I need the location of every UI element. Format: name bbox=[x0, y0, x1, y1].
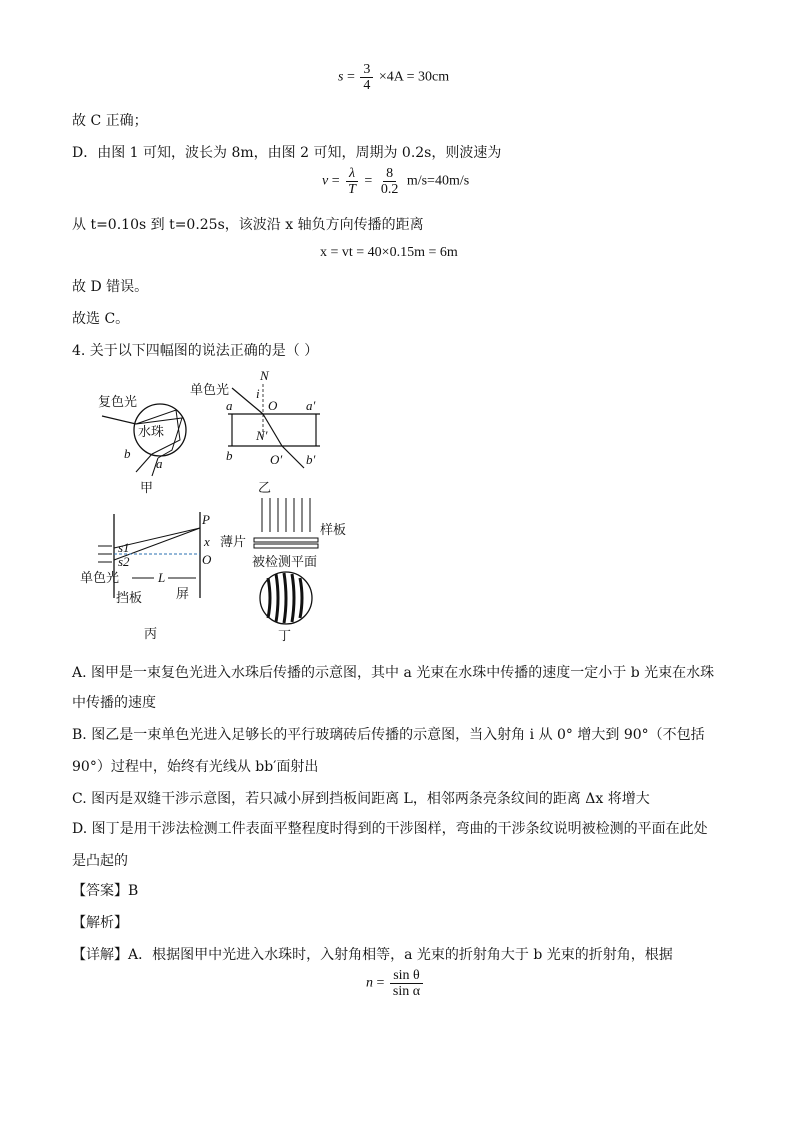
yi-Oprime-label: O′ bbox=[270, 452, 283, 467]
eq-n-lhs: n bbox=[366, 975, 373, 991]
jia-a-label: a bbox=[156, 456, 163, 471]
bing-ray-1 bbox=[114, 528, 200, 548]
jia-b-label: b bbox=[124, 446, 131, 461]
yi-a2-label: a′ bbox=[306, 398, 316, 413]
equation-v bbox=[322, 166, 469, 197]
bing-s2: s2 bbox=[118, 554, 130, 569]
figures bbox=[72, 368, 372, 648]
option-c: C. 图丙是双缝干涉示意图，若只减小屏到挡板间距离 L，相邻两条亮条纹间的距离 Δx 将增大 bbox=[72, 791, 650, 807]
bing-s1: s1 bbox=[118, 540, 130, 555]
yi-b-label: b bbox=[226, 448, 233, 463]
line-d-intro: D．由图 1 可知，波长为 8m，由图 2 可知，周期为 0.2s，则波速为 bbox=[72, 145, 502, 161]
option-d-line-1: D. 图丁是用干涉法检测工件表面平整程度时得到的干涉图样，弯曲的干涉条纹说明被检测的平面在此处 bbox=[72, 821, 708, 837]
line-t: 从 t=0.10s 到 t=0.25s，该波沿 x 轴负方向传播的距离 bbox=[72, 217, 424, 233]
bing-x: x bbox=[204, 534, 210, 549]
eq-s-lhs: s bbox=[338, 69, 344, 85]
ding-yi-label: 乙 bbox=[258, 481, 272, 496]
figure-yi bbox=[190, 368, 320, 468]
yi-a-label: a bbox=[226, 398, 233, 413]
eq-s-fraction bbox=[360, 62, 373, 93]
ding-test-plane bbox=[254, 544, 318, 548]
yi-N-label: N bbox=[260, 368, 269, 383]
eq-v-den1: T bbox=[348, 182, 356, 197]
eq-s-num: 3 bbox=[360, 62, 373, 78]
jia-drop-label: 水珠 bbox=[138, 425, 165, 440]
ding-plane-label: 被检测平面 bbox=[252, 555, 318, 570]
eq-n-den: sin α bbox=[392, 984, 421, 999]
equation-s bbox=[338, 62, 449, 93]
option-a-line-2: 中传播的速度 bbox=[72, 695, 156, 711]
option-d-line-2: 是凸起的 bbox=[72, 853, 128, 869]
eq-v-frac2 bbox=[378, 166, 402, 197]
ding-sample-label: 样板 bbox=[320, 523, 347, 538]
eq-s-eqsign: = bbox=[346, 69, 355, 85]
ding-sheet-label: 薄片 bbox=[220, 535, 247, 550]
figure-bing bbox=[80, 512, 212, 642]
eq-v-eqsign2: = bbox=[364, 173, 373, 189]
eq-n-fraction bbox=[390, 968, 423, 999]
line-c-correct: 故 C 正确； bbox=[72, 113, 148, 129]
yi-exit-ray bbox=[282, 446, 304, 468]
eq-v-num1: λ bbox=[346, 166, 358, 182]
bing-O: O bbox=[202, 552, 212, 567]
answer: 【答案】B bbox=[72, 883, 139, 899]
yi-light-label: 单色光 bbox=[190, 383, 230, 398]
eq-n-eqsign: = bbox=[376, 975, 385, 991]
analysis-heading: 【解析】 bbox=[72, 915, 128, 931]
yi-Nprime-label: N′ bbox=[256, 428, 268, 443]
option-b-line-2: 90°）过程中，始终有光线从 bb′面射出 bbox=[72, 759, 319, 775]
jia-light-label: 复色光 bbox=[98, 395, 138, 410]
yi-i-label: i bbox=[256, 386, 260, 401]
eq-v-lhs: v bbox=[322, 173, 329, 189]
yi-O-label: O bbox=[268, 398, 278, 413]
ray-b bbox=[136, 454, 152, 472]
ding-caption: 丁 bbox=[278, 629, 292, 644]
figure-jia bbox=[98, 394, 186, 496]
option-b-line-1: B. 图乙是一束单色光进入足够长的平行玻璃砖后传播的示意图，当入射角 i 从 0° 增大到 90°（不包括 bbox=[72, 727, 705, 743]
bing-baffle-label: 挡板 bbox=[116, 591, 143, 606]
bing-light-label: 单色光 bbox=[80, 571, 120, 586]
equation-x: x = vt = 40×0.15m = 6m bbox=[320, 245, 458, 260]
eq-n-num: sin θ bbox=[390, 968, 423, 984]
line-d-wrong: 故 D 错误。 bbox=[72, 279, 149, 295]
question-4: 4. 关于以下四幅图的说法正确的是（ ） bbox=[72, 343, 319, 359]
jia-caption: 甲 bbox=[140, 481, 154, 496]
option-a-line-1: A. 图甲是一束复色光进入水珠后传播的示意图，其中 a 光束在水珠中传播的速度一定小于 b 光束在水珠 bbox=[72, 665, 715, 681]
eq-s-den: 4 bbox=[363, 78, 371, 93]
bing-caption: 丙 bbox=[144, 627, 158, 642]
detail-line: 【详解】A．根据图甲中光进入水珠时，入射角相等，a 光束的折射角大于 b 光束的折射角，根据 bbox=[72, 947, 673, 963]
bing-screen-label: 屏 bbox=[176, 587, 190, 602]
ding-sample-plate bbox=[254, 538, 318, 542]
eq-v-rest: m/s=40m/s bbox=[406, 173, 470, 189]
yi-b2-label: b′ bbox=[306, 452, 316, 467]
line-choose: 故选 C。 bbox=[72, 311, 130, 327]
eq-v-frac1 bbox=[345, 166, 359, 197]
eq-s-rest: ×4A = 30cm bbox=[378, 69, 450, 85]
eq-v-num2: 8 bbox=[383, 166, 396, 182]
bing-P: P bbox=[202, 512, 210, 527]
figure-ding bbox=[220, 481, 346, 644]
equation-n bbox=[366, 968, 425, 999]
eq-v-den2: 0.2 bbox=[380, 182, 399, 197]
eq-v-eqsign: = bbox=[331, 173, 340, 189]
bing-L: L bbox=[158, 570, 166, 585]
jia-incident-ray bbox=[102, 416, 136, 424]
ding-arrows bbox=[262, 498, 310, 532]
